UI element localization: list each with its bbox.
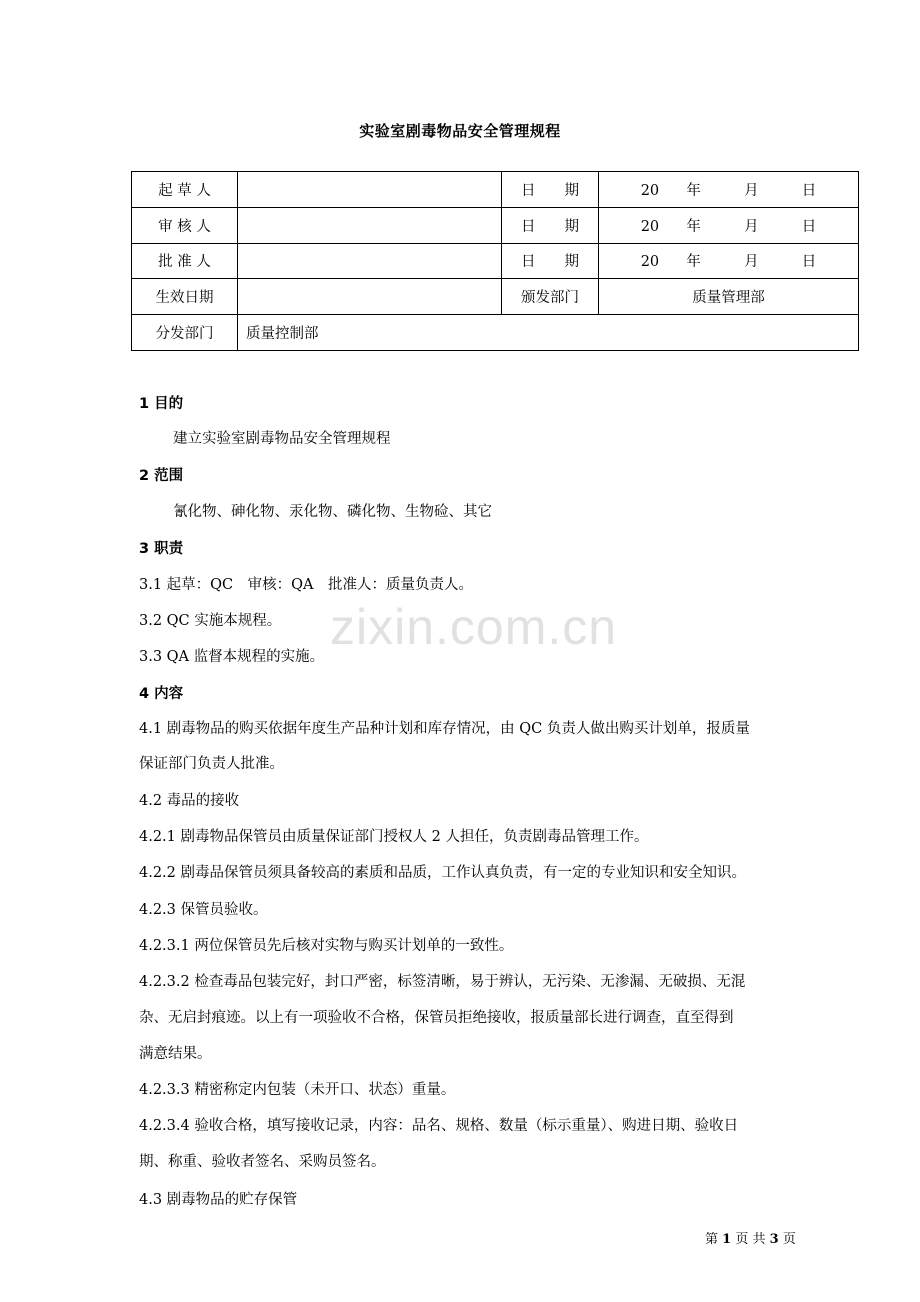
date-yue: 月 xyxy=(744,182,759,199)
table-row xyxy=(132,315,859,351)
footer-total-pages: 3 xyxy=(769,1232,779,1247)
date-year: 20 xyxy=(640,182,660,199)
date-yue: 月 xyxy=(744,218,759,235)
paragraph-line: 4.2.3 保管员验收。 xyxy=(139,902,268,918)
footer-ye: 页 xyxy=(735,1232,749,1247)
paragraph-line: 建立实验室剧毒物品安全管理规程 xyxy=(173,431,391,447)
effective-date-field[interactable] xyxy=(238,279,502,315)
date-nian: 年 xyxy=(686,218,701,235)
section-heading: 4 内容 xyxy=(139,686,184,702)
date-yue: 月 xyxy=(744,254,759,271)
date-label: 日 期 xyxy=(502,172,599,208)
document-title: 实验室剧毒物品安全管理规程 xyxy=(359,122,561,140)
paragraph-line: 3.2 QC 实施本规程。 xyxy=(139,613,282,629)
footer-ye2: 页 xyxy=(782,1232,796,1247)
section-heading: 2 范围 xyxy=(139,468,184,484)
paragraph-line: 3.3 QA 监督本规程的实施。 xyxy=(139,649,325,665)
paragraph-line: 4.2.1 剧毒物品保管员由质量保证部门授权人 2 人担任，负责剧毒品管理工作。 xyxy=(139,829,649,845)
page-footer xyxy=(705,1228,796,1247)
date-nian: 年 xyxy=(686,182,701,199)
approver-field[interactable] xyxy=(238,243,502,279)
date-ri: 日 xyxy=(801,254,817,271)
footer-di: 第 xyxy=(705,1232,719,1247)
section-heading: 1 目的 xyxy=(139,396,184,412)
table-row xyxy=(132,207,859,243)
distribution-dept-value: 质量控制部 xyxy=(238,315,859,351)
paragraph-line: 4.2.3.2 检查毒品包装完好，封口严密，标签清晰，易于辨认，无污染、无渗漏、无破损、无混 xyxy=(139,974,746,990)
table-row xyxy=(132,172,859,208)
date-ri: 日 xyxy=(801,218,817,235)
issue-dept-label: 颁发部门 xyxy=(502,279,599,315)
date-field[interactable] xyxy=(599,243,859,279)
date-year: 20 xyxy=(640,218,660,235)
date-ri: 日 xyxy=(801,182,817,199)
date-nian: 年 xyxy=(686,254,701,271)
section-heading: 3 职责 xyxy=(139,541,184,557)
approver-label: 批 准 人 xyxy=(132,243,238,279)
date-year: 20 xyxy=(640,254,660,271)
footer-gong: 共 xyxy=(752,1232,766,1247)
date-field[interactable] xyxy=(599,172,859,208)
reviewer-field[interactable] xyxy=(238,207,502,243)
table-row xyxy=(132,279,859,315)
drafter-field[interactable] xyxy=(238,172,502,208)
table-row xyxy=(132,243,859,279)
watermark: zixin.com.cn xyxy=(330,599,618,655)
paragraph-line: 4.2 毒品的接收 xyxy=(139,793,240,809)
paragraph-line: 满意结果。 xyxy=(139,1046,212,1062)
paragraph-line: 4.3 剧毒物品的贮存保管 xyxy=(139,1192,298,1208)
effective-date-label: 生效日期 xyxy=(132,279,238,315)
date-label: 日 期 xyxy=(502,243,599,279)
paragraph-line: 4.2.3.4 验收合格，填写接收记录，内容：品名、规格、数量（标示重量）、购进日期、验收日 xyxy=(139,1118,739,1134)
paragraph-line: 氰化物、砷化物、汞化物、磷化物、生物硷、其它 xyxy=(173,504,492,520)
drafter-label: 起 草 人 xyxy=(132,172,238,208)
approval-table xyxy=(131,171,859,351)
date-field[interactable] xyxy=(599,207,859,243)
paragraph-line: 保证部门负责人批准。 xyxy=(139,756,284,772)
paragraph-line: 4.2.2 剧毒品保管员须具备较高的素质和品质，工作认真负责，有一定的专业知识和安全知识。 xyxy=(139,865,746,881)
paragraph-line: 3.1 起草：QC 审核：QA 批准人：质量负责人。 xyxy=(139,577,474,593)
date-label: 日 期 xyxy=(502,207,599,243)
paragraph-line: 期、称重、验收者签名、采购员签名。 xyxy=(139,1154,386,1170)
issue-dept-value: 质量管理部 xyxy=(599,279,859,315)
paragraph-line: 4.1 剧毒物品的购买依据年度生产品种计划和库存情况，由 QC 负责人做出购买计划单，报质量 xyxy=(139,721,750,737)
footer-page-number: 1 xyxy=(722,1232,732,1247)
reviewer-label: 审 核 人 xyxy=(132,207,238,243)
paragraph-line: 4.2.3.3 精密称定内包装（未开口、状态）重量。 xyxy=(139,1082,456,1098)
paragraph-line: 4.2.3.1 两位保管员先后核对实物与购买计划单的一致性。 xyxy=(139,938,514,954)
paragraph-line: 杂、无启封痕迹。以上有一项验收不合格，保管员拒绝接收，报质量部长进行调查，直至得到 xyxy=(139,1010,734,1026)
distribution-dept-label: 分发部门 xyxy=(132,315,238,351)
